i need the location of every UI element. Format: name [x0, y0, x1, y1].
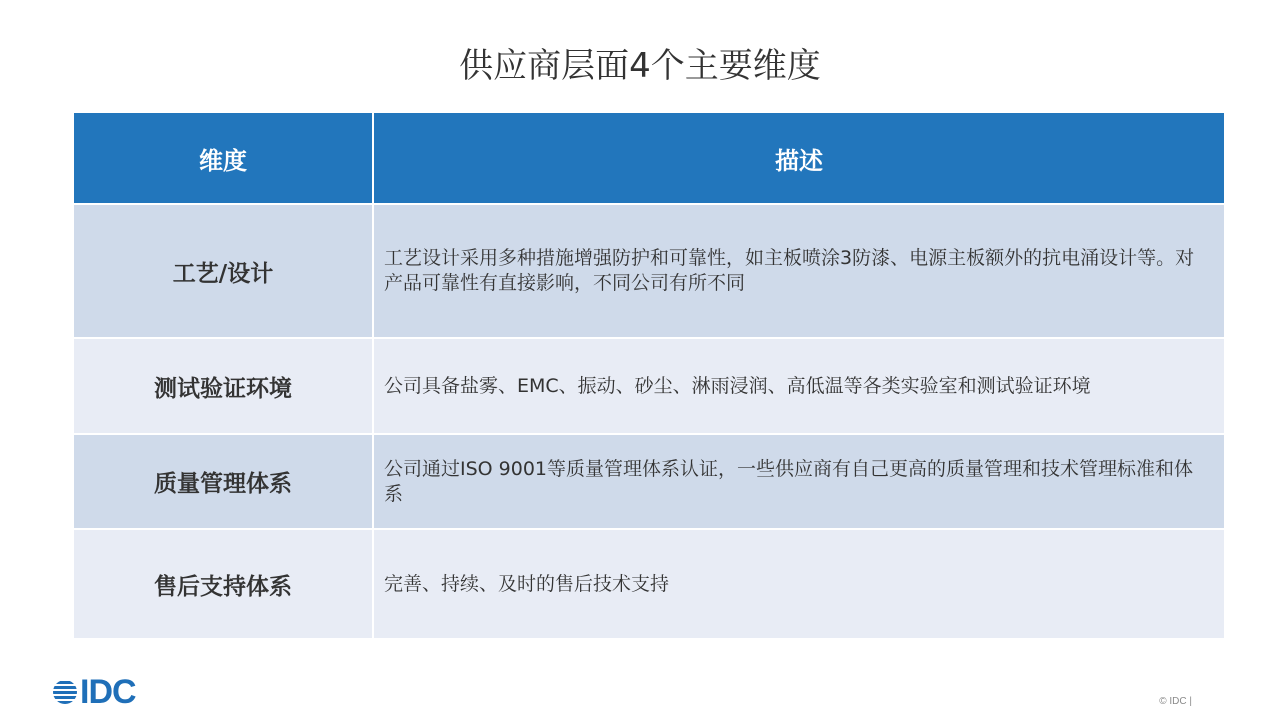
description-cell: 工艺设计采用多种措施增强防护和可靠性，如主板喷涂3防漆、电源主板额外的抗电涌设计等。对产品可靠性有直接影响，不同公司有所不同 — [373, 204, 1225, 338]
description-cell: 公司通过ISO 9001等质量管理体系认证，一些供应商有自己更高的质量管理和技术管理标准和体系 — [373, 434, 1225, 529]
header-dimension: 维度 — [73, 112, 373, 204]
slide-title: 供应商层面4个主要维度 — [459, 46, 821, 86]
table-row — [73, 434, 1225, 529]
table-row — [73, 204, 1225, 338]
description-cell: 完善、持续、及时的售后技术支持 — [373, 529, 1225, 639]
idc-globe-icon — [52, 679, 78, 705]
dimension-cell: 售后支持体系 — [73, 529, 373, 639]
dimension-cell: 工艺/设计 — [73, 204, 373, 338]
logo-text: IDC — [80, 673, 136, 711]
table-row — [73, 338, 1225, 434]
idc-logo — [52, 674, 136, 710]
dimensions-table — [72, 111, 1226, 640]
description-cell: 公司具备盐雾、EMC、振动、砂尘、淋雨浸润、高低温等各类实验室和测试验证环境 — [373, 338, 1225, 434]
table-header-row — [73, 112, 1225, 204]
table-row — [73, 529, 1225, 639]
dimension-cell: 测试验证环境 — [73, 338, 373, 434]
header-description: 描述 — [373, 112, 1225, 204]
dimension-cell: 质量管理体系 — [73, 434, 373, 529]
copyright-text: © IDC | — [1159, 696, 1192, 707]
